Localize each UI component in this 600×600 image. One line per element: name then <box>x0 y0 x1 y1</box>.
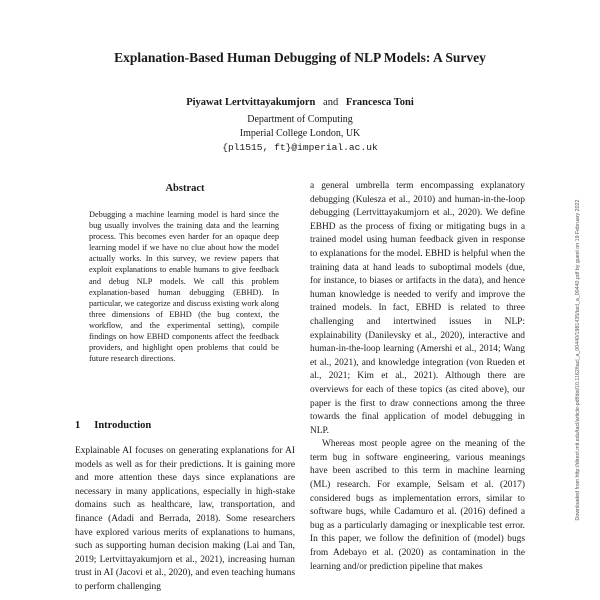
body-paragraph: a general umbrella term encompassing explanatory debugging (Kulesza et al., 2010) and human-in-the-loop debugging (Lertvittayakumjorn et al., 2020). We define EBHD as the process of fixing or mitigating bugs in a trained model using human feedback given in response to explanations for the model. EBHD is helpful when the training data at hand leads to suboptimal models (due, for instance, to biases or artifacts in the data), and hence human knowledge is needed to verify and improve the trained models. In fact, EBHD is related to three challenging and intertwined issues in NLP: explainability (Danilevsky et al., 2020), interactive and human-in-the-loop learning (Amershi et al., 2014; Wang et al., 2021), and knowledge integration (von Rueden et al., 2021; Kim et al., 2021). Although there are overviews for each of these topics (as cited above), our paper is the first to draw connections among the three towards the final application of model debugging in NLP. <box>310 181 525 436</box>
body-paragraph: Whereas most people agree on the meaning of the term bug in software engineering, various meanings have been ascribed to this term in machine learning (ML) research. For example, Selsam et al. (2017) considered bugs as implementation errors, similar to software bugs, while Cadamuro et al. (2016) defined a bug as a particularly damaging or inexplicable test error. In this paper, we follow the definition of (model) bugs from Adebayo et al. (2020) as contamination in the learning and/or prediction pipeline that makes <box>310 439 525 572</box>
author-name: Piyawat Lertvittayakumjorn <box>186 97 316 108</box>
author-name: Francesca Toni <box>345 97 414 108</box>
author-emails: {pl1515, ft}@imperial.ac.uk <box>222 142 378 153</box>
abstract-text: Debugging a machine learning model is hard since the bug usually involves the training data and the learning process. This becomes even harder for an opaque deep learning model if we have no clue about how the model actually works. In this survey, we review papers that exploit explanations to enable humans to give feedback and debug NLP models. We call this problem explanation-based human debugging (EBHD). In particular, we categorize and discuss existing work along three dimensions of EBHD (the bug context, the workflow, and the experimental setting), compile findings on how EBHD components affect the feedback providers, and highlight open problems that could be future research directions. <box>89 210 279 364</box>
watermark-text: Downloaded from http://direct.mit.edu/tacl/article-pdf/doi/10.1162/tacl_a_00440/1981435/tacl_a_00440.pdf by guest on 19 February 2022 <box>575 199 581 521</box>
section-number: 1 <box>75 420 81 431</box>
department: Department of Computing <box>247 114 353 125</box>
section-heading <box>75 420 151 431</box>
right-column <box>310 180 525 574</box>
paper-title: Explanation-Based Human Debugging of NLP Models: A Survey <box>114 50 486 65</box>
author-line <box>0 97 600 108</box>
abstract-heading: Abstract <box>165 183 205 194</box>
institution: Imperial College London, UK <box>239 128 361 139</box>
author-separator: and <box>323 97 339 108</box>
section-title: Introduction <box>94 420 152 431</box>
intro-paragraph: Explainable AI focuses on generating explanations for AI models as well as for their predictions. It is gaining more and more attention these days since explanations are necessary in many applications, especially in high-stake domains such as healthcare, law, transportation, and finance (Adadi and Berrada, 2018). Some researchers have explored various merits of explanations to humans, such as supporting human decision making (Lai and Tan, 2019; Lertvittayakumjorn et al., 2021), increasing human trust in AI (Jacovi et al., 2020), and even teaching humans to perform challenging <box>75 446 295 592</box>
